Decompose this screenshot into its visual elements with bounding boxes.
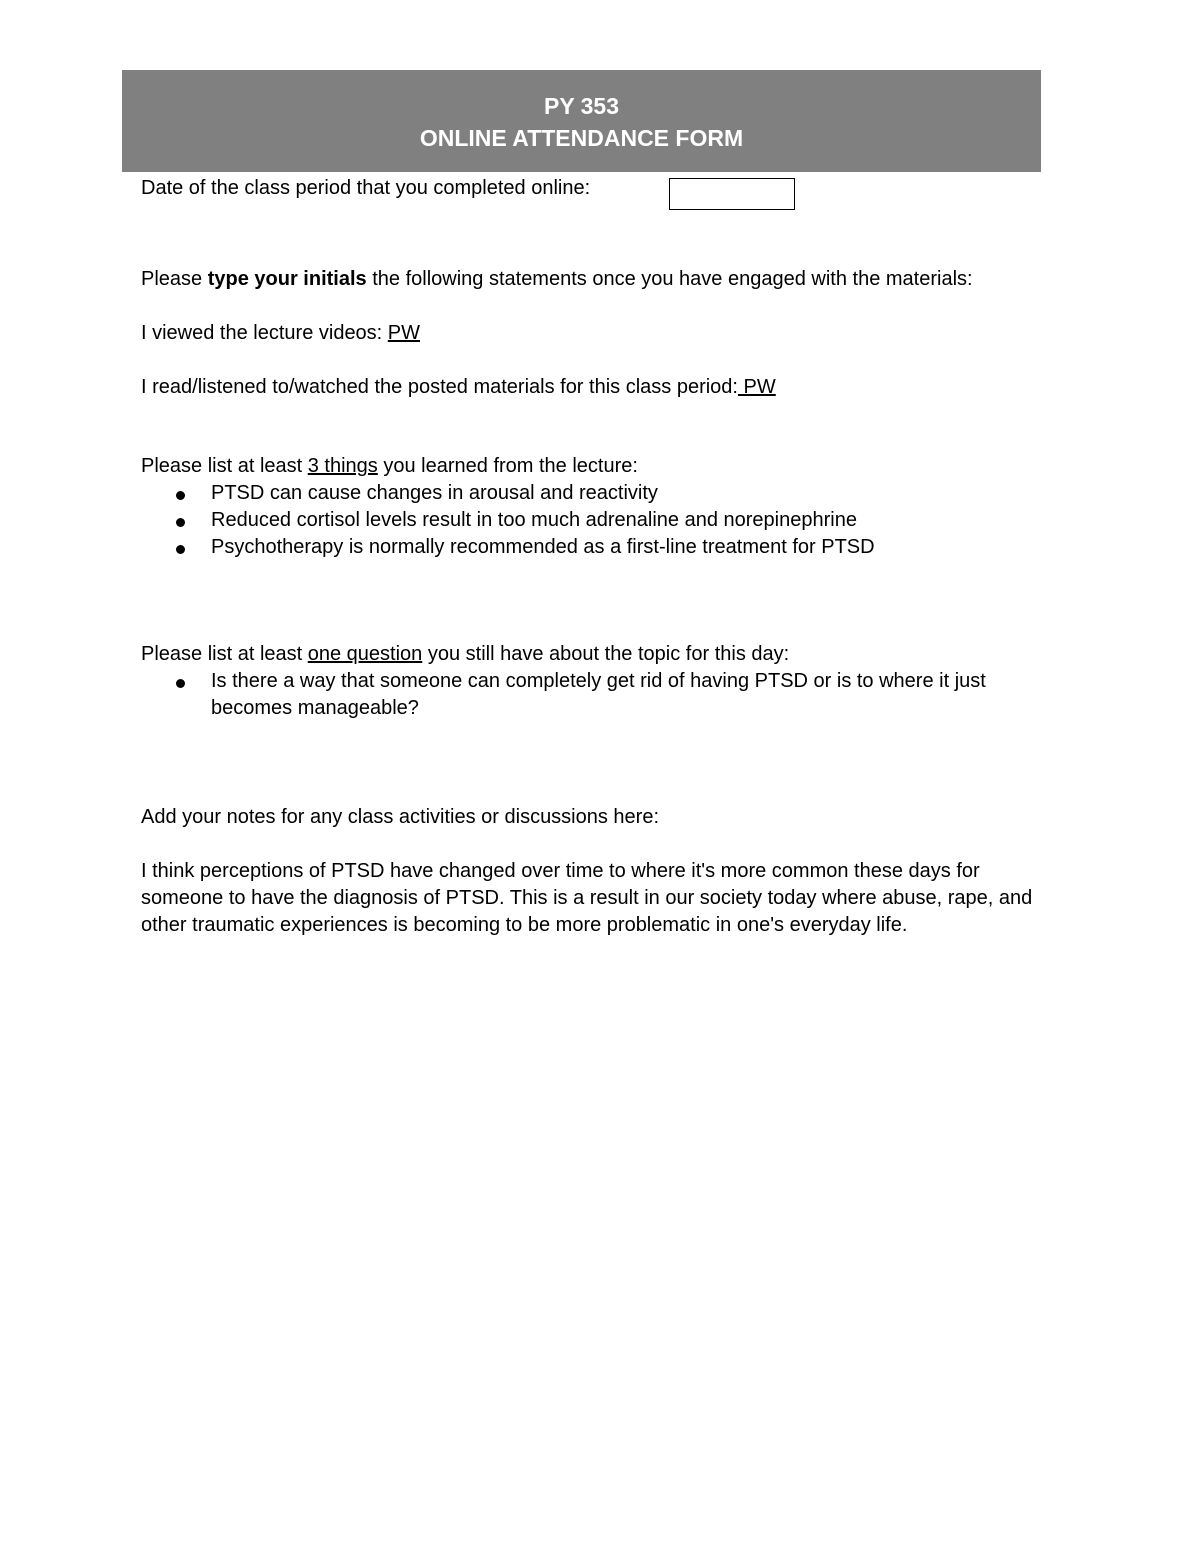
list-item[interactable] — [141, 534, 1041, 561]
statement-read-materials — [141, 374, 1041, 401]
statement-viewed-videos — [141, 320, 1041, 347]
statement-2-initials[interactable]: PW — [737, 376, 776, 398]
initials-instruction-bold: type your initials — [207, 268, 367, 290]
learned-prompt-prefix: Please list at least — [141, 455, 308, 477]
initials-instruction-suffix: the following statements once you have engaged with the materials: — [366, 268, 973, 290]
bullet-icon — [176, 491, 185, 500]
learned-prompt-suffix: you learned from the lecture: — [377, 455, 638, 477]
learned-prompt-underlined: 3 things — [307, 455, 378, 477]
question-list — [141, 668, 1041, 722]
date-input[interactable] — [669, 178, 795, 210]
course-code: PY 353 — [543, 93, 620, 119]
date-label: Date of the class period that you completed online: — [141, 177, 591, 199]
question-prompt-prefix: Please list at least — [141, 643, 308, 665]
statement-2-label: I read/listened to/watched the posted materials for this class period: — [141, 376, 738, 398]
list-item[interactable] — [141, 480, 1041, 507]
notes-body[interactable]: I think perceptions of PTSD have changed over time to where it's more common these days for someone to have the diagnosis of PTSD. This is a result in our society today where abuse, rape, and other traumatic experiences is becoming to be more problematic in one's everyday life. — [141, 860, 1033, 936]
question-prompt-suffix: you still have about the topic for this day: — [422, 643, 790, 665]
form-title: ONLINE ATTENDANCE FORM — [419, 125, 744, 151]
learned-item-text: Reduced cortisol levels result in too much adrenaline and norepinephrine — [211, 509, 857, 531]
learned-prompt — [141, 453, 1041, 480]
initials-instruction — [141, 266, 1041, 293]
question-item-text: Is there a way that someone can completely get rid of having PTSD or is to where it just becomes manageable? — [211, 670, 986, 719]
statement-1-label: I viewed the lecture videos: — [141, 322, 388, 344]
form-body — [141, 175, 1041, 939]
bullet-icon — [176, 518, 185, 527]
list-item[interactable] — [141, 507, 1041, 534]
learned-item-text: PTSD can cause changes in arousal and reactivity — [211, 482, 658, 504]
bullet-icon — [176, 545, 185, 554]
learned-list — [141, 480, 1041, 561]
notes-prompt: Add your notes for any class activities or discussions here: — [141, 806, 660, 828]
list-item[interactable] — [141, 668, 1041, 722]
question-prompt-underlined: one question — [307, 643, 423, 665]
learned-item-text: Psychotherapy is normally recommended as a first-line treatment for PTSD — [211, 536, 875, 558]
form-header — [122, 70, 1041, 172]
statement-1-initials[interactable]: PW — [387, 322, 421, 344]
question-prompt — [141, 641, 1041, 668]
date-row — [141, 175, 1041, 202]
bullet-icon — [176, 679, 185, 688]
initials-instruction-prefix: Please — [141, 268, 208, 290]
